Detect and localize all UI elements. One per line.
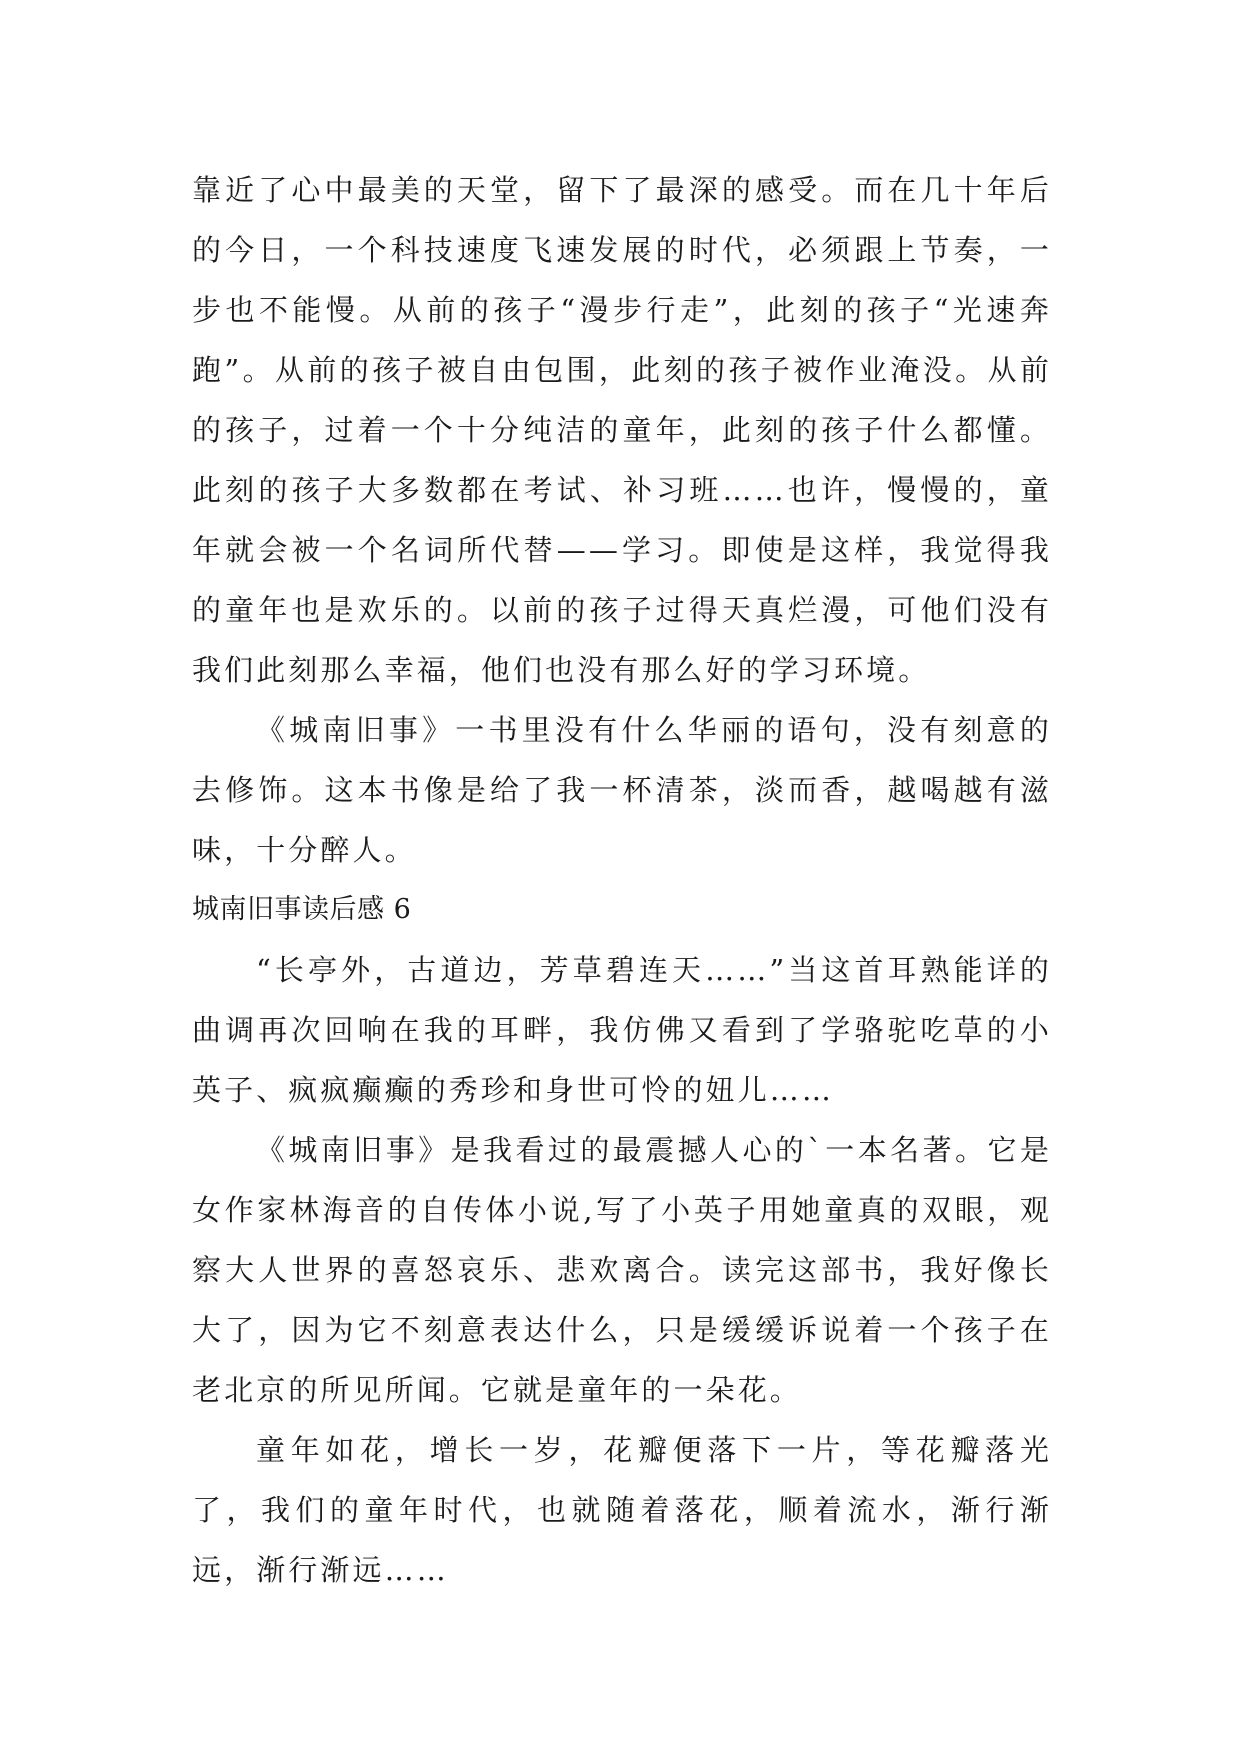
body-paragraph-5: 童年如花，增长一岁，花瓣便落下一片，等花瓣落光了，我们的童年时代，也就随着落花，顺着流水，渐行渐远，渐行渐远…… bbox=[192, 1433, 1052, 1587]
section-heading: 城南旧事读后感 6 bbox=[192, 894, 412, 925]
body-paragraph-4: 《城南旧事》是我看过的最震撼人心的`一本名著。它是女作家林海音的自传体小说,写了小英子用她童真的双眼，观察大人世界的喜怒哀乐、悲欢离合。读完这部书，我好像长大了，因为它不刻意表达什么，只是缓缓诉说着一个孩子在老北京的所见所闻。它就是童年的一朵花。 bbox=[192, 1133, 1052, 1407]
document-page bbox=[192, 160, 1052, 1600]
body-paragraph-2: 《城南旧事》一书里没有什么华丽的语句，没有刻意的去修饰。这本书像是给了我一杯清茶，淡而香，越喝越有滋味，十分醉人。 bbox=[192, 713, 1052, 867]
body-paragraph-1: 靠近了心中最美的天堂，留下了最深的感受。而在几十年后的今日，一个科技速度飞速发展的时代，必须跟上节奏，一步也不能慢。从前的孩子“漫步行走”，此刻的孩子“光速奔跑”。从前的孩子被自由包围，此刻的孩子被作业淹没。从前的孩子，过着一个十分纯洁的童年，此刻的孩子什么都懂。此刻的孩子大多数都在考试、补习班……也许，慢慢的，童年就会被一个名词所代替——学习。即使是这样，我觉得我的童年也是欢乐的。以前的孩子过得天真烂漫，可他们没有我们此刻那么幸福，他们也没有那么好的学习环境。 bbox=[192, 173, 1052, 687]
body-paragraph-3: “长亭外，古道边，芳草碧连天……”当这首耳熟能详的曲调再次回响在我的耳畔，我仿佛又看到了学骆驼吃草的小英子、疯疯癫癫的秀珍和身世可怜的妞儿…… bbox=[192, 953, 1052, 1107]
